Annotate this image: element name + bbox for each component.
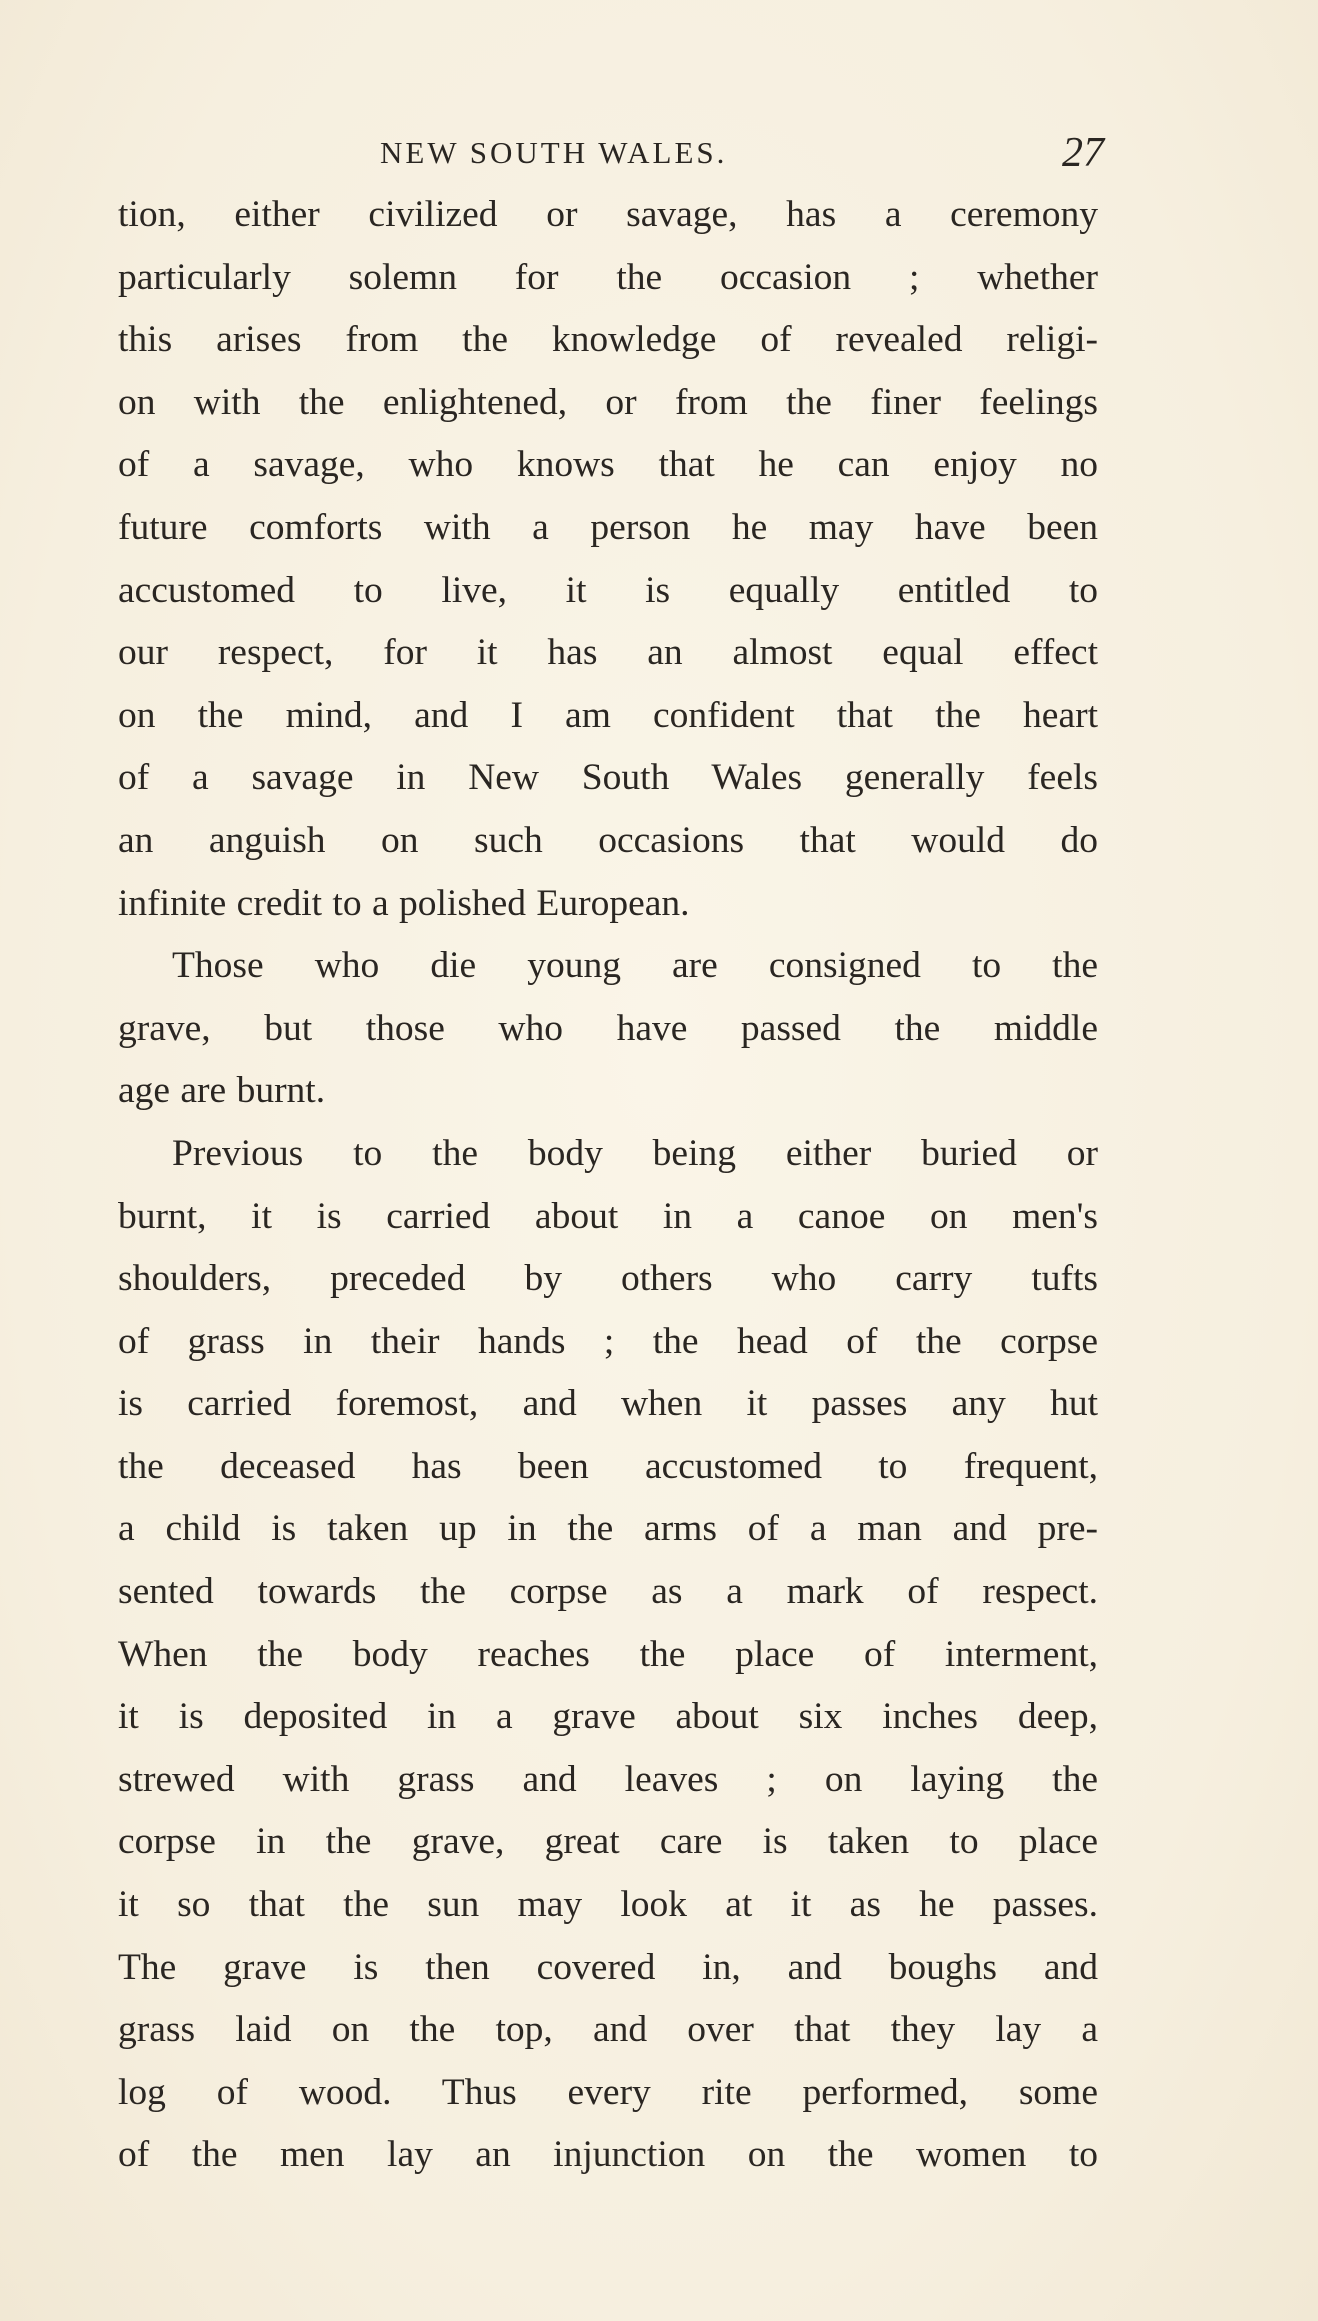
text-line: log of wood. Thus every rite performed, some xyxy=(118,2071,1098,2113)
text-line: this arises from the knowledge of revealed religi- xyxy=(118,319,1098,361)
text-line: particularly solemn for the occasion ; whether xyxy=(118,256,1098,298)
text-line: of grass in their hands ; the head of the corpse xyxy=(118,1320,1098,1362)
text-line: burnt, it is carried about in a canoe on men's xyxy=(118,1195,1098,1237)
text-line: age are burnt. xyxy=(118,1070,326,1112)
text-line: grass laid on the top, and over that they lay a xyxy=(118,2009,1098,2051)
page-number: 27 xyxy=(1062,130,1104,176)
text-line: sented towards the corpse as a mark of respect. xyxy=(118,1571,1098,1613)
text-line: the deceased has been accustomed to frequent, xyxy=(118,1445,1098,1487)
paragraph-start-line: Previous to the body being either buried or xyxy=(172,1132,1098,1174)
text-line: future comforts with a person he may have been xyxy=(118,506,1098,548)
text-line: The grave is then covered in, and boughs and xyxy=(118,1946,1098,1988)
text-line: an anguish on such occasions that would do xyxy=(118,819,1098,861)
text-line: of a savage in New South Wales generally feels xyxy=(118,757,1098,799)
text-line: a child is taken up in the arms of a man and pre- xyxy=(118,1508,1098,1550)
text-line: corpse in the grave, great care is taken to place xyxy=(118,1821,1098,1863)
text-line: When the body reaches the place of interment, xyxy=(118,1633,1098,1675)
text-line: accustomed to live, it is equally entitled to xyxy=(118,569,1098,611)
text-line: tion, either civilized or savage, has a ceremony xyxy=(118,194,1098,235)
running-title: NEW SOUTH WALES. xyxy=(380,135,728,170)
text-line: of a savage, who knows that he can enjoy no xyxy=(118,444,1098,486)
running-head xyxy=(118,128,1104,178)
text-line: infinite credit to a polished European. xyxy=(118,882,690,924)
text-line: on the mind, and I am confident that the heart xyxy=(118,694,1098,736)
text-line: on with the enlightened, or from the finer feelings xyxy=(118,381,1098,423)
text-line: our respect, for it has an almost equal effect xyxy=(118,632,1098,674)
text-line: it is deposited in a grave about six inches deep, xyxy=(118,1696,1098,1738)
text-line: it so that the sun may look at it as he passes. xyxy=(118,1884,1098,1926)
body-text xyxy=(118,184,1098,2187)
text-line: shoulders, preceded by others who carry tufts xyxy=(118,1258,1098,1300)
text-line: is carried foremost, and when it passes any hut xyxy=(118,1383,1098,1425)
text-line: of the men lay an injunction on the women to xyxy=(118,2134,1098,2176)
paragraph-start-line: Those who die young are consigned to the xyxy=(172,945,1098,987)
text-line: grave, but those who have passed the middle xyxy=(118,1007,1098,1049)
text-line: strewed with grass and leaves ; on laying the xyxy=(118,1758,1098,1800)
